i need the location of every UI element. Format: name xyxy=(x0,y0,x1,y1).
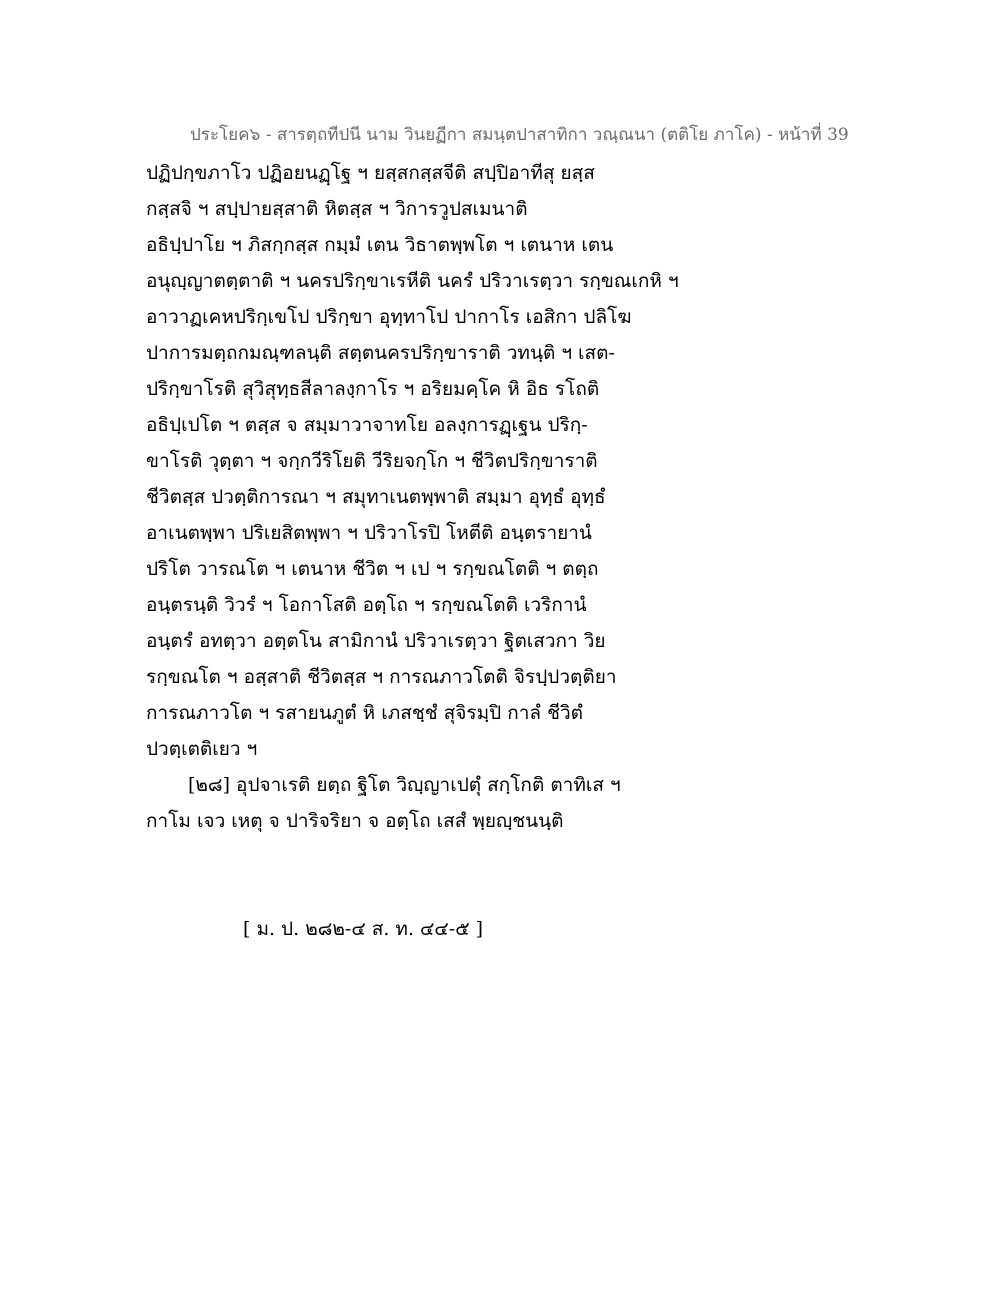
text-line: ปริโต วารณโต ฯ เตนาห ชีวิต ฯ เป ฯ รกฺขณโตติ ฯ ตตฺถ xyxy=(146,558,599,580)
text-line: อนุญฺญาตตฺตาติ ฯ นครปริกฺขาเรหีติ นครํ ปริวาเรตฺวา รกฺขณเกหิ ฯ xyxy=(146,270,679,292)
text-line: อาวาฏเคหปริกฺเขโป ปริกฺขา อุทฺทาโป ปากาโร เอสิกา ปลิโฆ xyxy=(146,306,632,328)
text-line: อธิปฺปาโย ฯ ภิสกฺกสฺส กมฺมํ เตน วิธาตพฺพโต ฯ เตนาห เตน xyxy=(146,234,614,256)
text-line: การณภาวโต ฯ รสายนภูตํ หิ เภสชฺชํ สุจิรมฺปิ กาลํ ชีวิตํ xyxy=(146,702,583,724)
text-line: ปวตฺเตติเยว ฯ xyxy=(146,738,258,760)
text-line: อนฺตรนฺติ วิวรํ ฯ โอกาโสติ อตฺโถ ฯ รกฺขณโตติ เวริกานํ xyxy=(146,594,587,616)
body-text xyxy=(146,155,706,839)
text-line: รกฺขณโต ฯ อสฺสาติ ชีวิตสฺส ฯ การณภาวโตติ จิรปฺปวตฺติยา xyxy=(146,666,617,688)
text-line: ปฏิปกฺขภาโว ปฏิอยนฏฺโฐ ฯ ยสฺสกสฺสจีติ สปฺปิอาทีสุ ยสฺส xyxy=(146,162,595,184)
text-line: ขาโรติ วุตฺตา ฯ จกฺกวีริโยติ วีริยจกฺโก ฯ ชีวิตปริกฺขาราติ xyxy=(146,450,598,472)
text-line: อธิปฺเปโต ฯ ตสฺส จ สมฺมาวาจาทโย อลงฺการฏฺเฐน ปริกฺ- xyxy=(146,414,588,436)
page-header: ประโยค๖ - สารตฺถทีปนี นาม วินยฏีกา สมนฺตปาสาทิกา วณฺณนา (ตติโย ภาโค) - หน้าที่ 39 xyxy=(190,125,849,145)
text-line: อนฺตรํ อทตฺวา อตฺตโน สามิกานํ ปริวาเรตฺวา ฐิตเสวกา วิย xyxy=(146,630,606,652)
text-line: ปริกฺขาโรติ สุวิสุทฺธสีลาลงฺกาโร ฯ อริยมคฺโค หิ อิธ รโถติ xyxy=(146,378,600,400)
text-line: ปาการมตฺถกมณฺฑลนฺติ สตฺตนครปริกฺขาราติ วทนฺติ ฯ เสต- xyxy=(146,342,615,364)
text-line: กสฺสจิ ฯ สปฺปายสฺสาติ หิตสฺส ฯ วิการวูปสเมนาติ xyxy=(146,198,528,220)
citation-reference: [ ม. ป. ๒๘๒-๔ ส. ท. ๔๔-๕ ] xyxy=(243,918,484,940)
text-line: กาโม เจว เหตุ จ ปาริจริยา จ อตฺโถ เสสํ พฺยญฺชนนฺติ xyxy=(146,810,564,832)
text-line: อาเนตพฺพา ปริเยสิตพฺพา ฯ ปริวาโรปิ โหตีติ อนฺตรายานํ xyxy=(146,522,592,544)
text-line: ชีวิตสฺส ปวตฺติการณา ฯ สมุทาเนตพฺพาติ สมฺมา อุทฺธํ อุทฺธํ xyxy=(146,486,606,508)
paragraph-start-line: [๒๘] อุปจาเรติ ยตฺถ ฐิโต วิญฺญาเปตุํ สกฺโกติ ตาทิเส ฯ xyxy=(188,774,621,796)
